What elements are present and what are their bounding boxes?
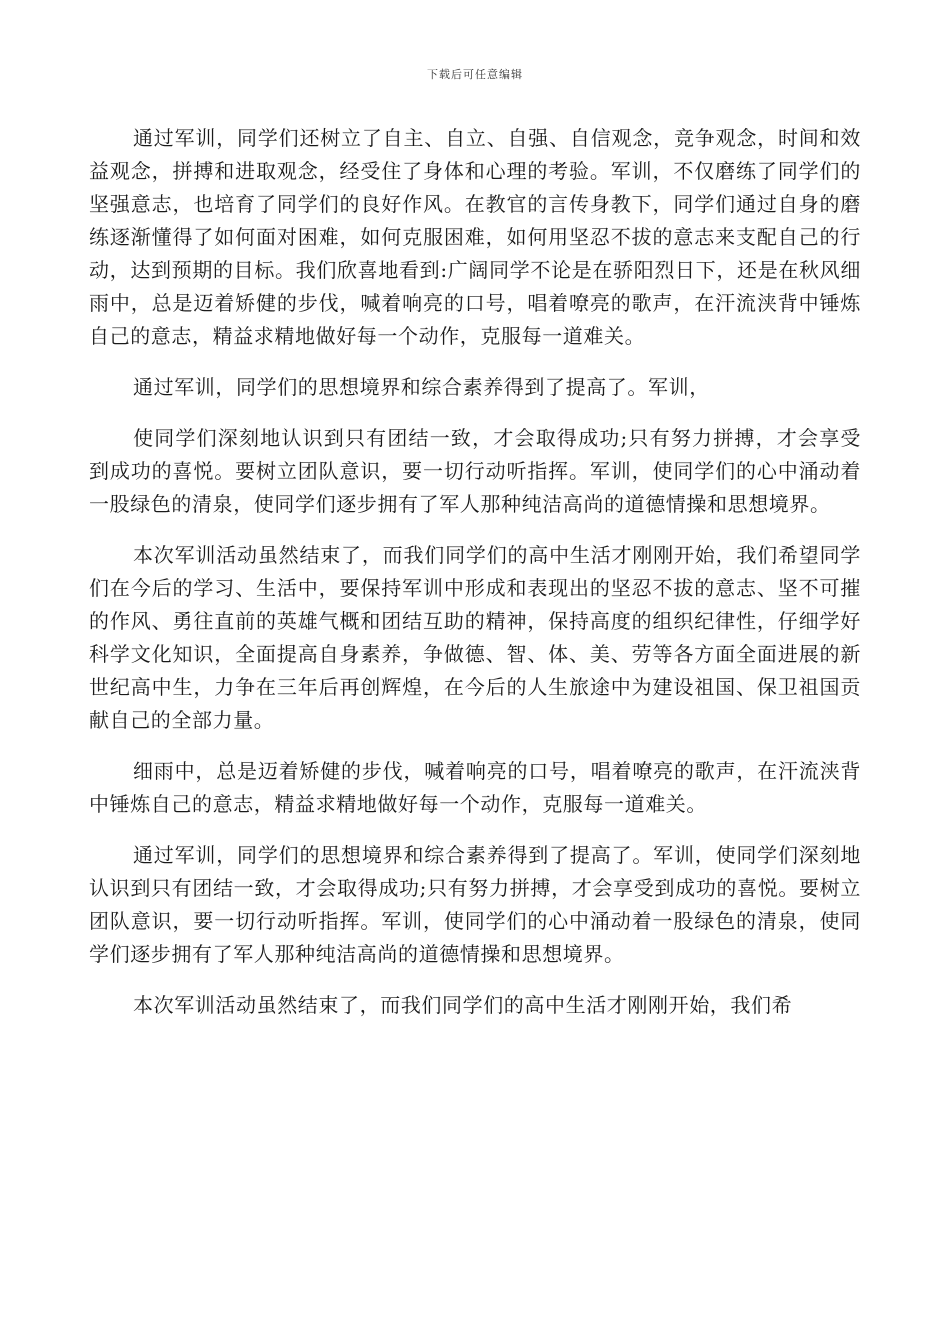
paragraph-6: 通过军训，同学们的思想境界和综合素养得到了提高了。军训，使同学们深刻地认识到只有团结一致，才会取得成功;只有努力拼搏，才会享受到成功的喜悦。要树立团队意识，要一切行动听指挥。军训，使同学们的心中涌动着一股绿色的清泉，使同学们逐步拥有了军人那种纯洁高尚的道德情操和思想境界。 bbox=[89, 843, 861, 966]
document-body bbox=[89, 122, 861, 1040]
paragraph-5: 细雨中，总是迈着矫健的步伐，喊着响亮的口号，唱着嘹亮的歌声，在汗流浃背中锤炼自己的意志，精益求精地做好每一个动作，克服每一道难关。 bbox=[89, 759, 861, 816]
paragraph-1: 通过军训，同学们还树立了自主、自立、自强、自信观念，竞争观念，时间和效益观念，拼搏和进取观念，经受住了身体和心理的考验。军训，不仅磨练了同学们的坚强意志，也培育了同学们的良好作风。在教官的言传身教下，同学们通过自身的磨练逐渐懂得了如何面对困难，如何克服困难，如何用坚忍不拔的意志来支配自己的行动，达到预期的目标。我们欣喜地看到:广阔同学不论是在骄阳烈日下，还是在秋风细雨中，总是迈着矫健的步伐，喊着响亮的口号，唱着嘹亮的歌声，在汗流浃背中锤炼自己的意志，精益求精地做好每一个动作，克服每一道难关。 bbox=[89, 126, 861, 348]
header-note: 下载后可任意编辑 bbox=[427, 68, 523, 81]
paragraph-4: 本次军训活动虽然结束了，而我们同学们的高中生活才刚刚开始，我们希望同学们在今后的学习、生活中，要保持军训中形成和表现出的坚忍不拔的意志、坚不可摧的作风、勇往直前的英雄气概和团结互助的精神，保持高度的组织纪律性，仔细学好科学文化知识，全面提高自身素养，争做德、智、体、美、劳等各方面全面进展的新世纪高中生，力争在三年后再创辉煌，在今后的人生旅途中为建设祖国、保卫祖国贡献自己的全部力量。 bbox=[89, 543, 861, 732]
paragraph-3: 使同学们深刻地认识到只有团结一致，才会取得成功;只有努力拼搏，才会享受到成功的喜悦。要树立团队意识，要一切行动听指挥。军训，使同学们的心中涌动着一股绿色的清泉，使同学们逐步拥有了军人那种纯洁高尚的道德情操和思想境界。 bbox=[89, 426, 861, 516]
paragraph-7: 本次军训活动虽然结束了，而我们同学们的高中生活才刚刚开始，我们希 bbox=[133, 993, 793, 1017]
paragraph-2: 通过军训，同学们的思想境界和综合素养得到了提高了。军训， bbox=[133, 375, 710, 399]
